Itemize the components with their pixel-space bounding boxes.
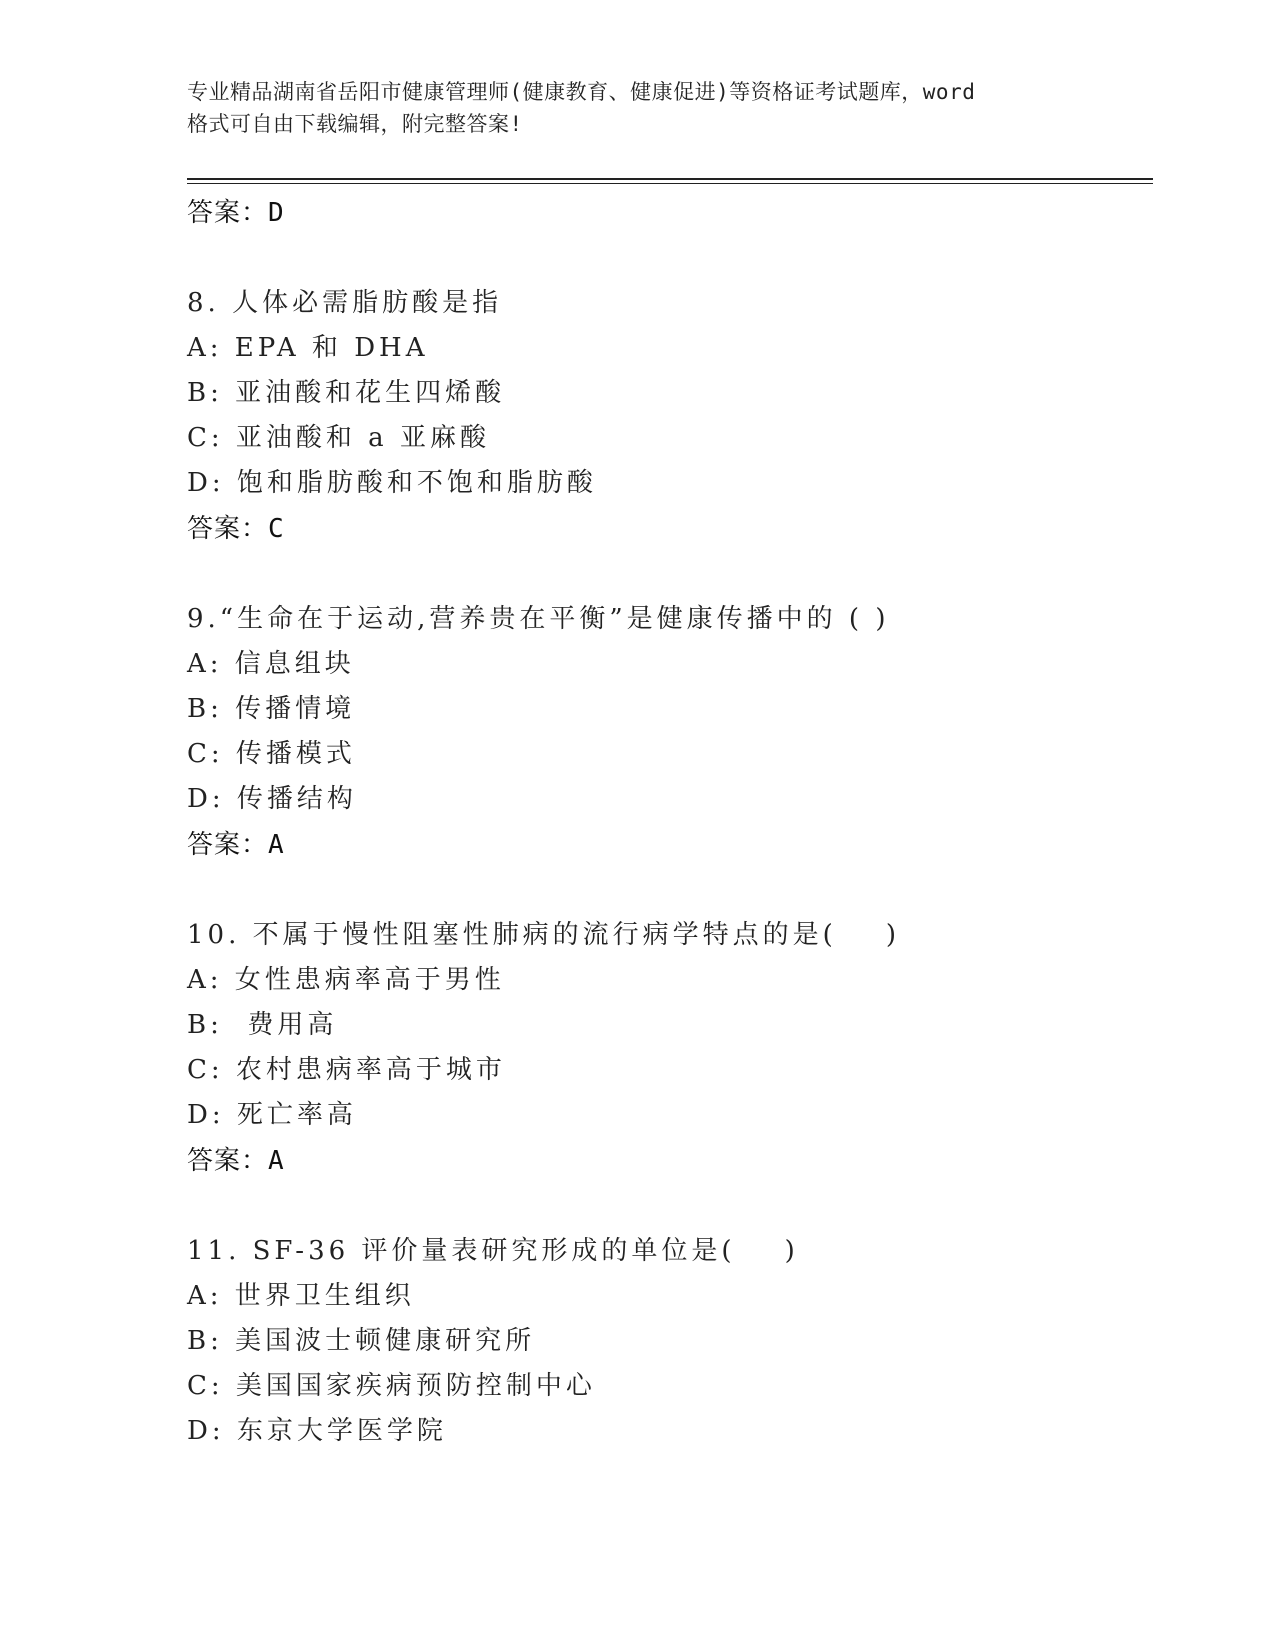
header-line-2: 格式可自由下载编辑，附完整答案! — [187, 112, 523, 136]
question-block — [187, 281, 1147, 552]
option-a: A: 信息组块 — [187, 649, 355, 679]
question-stem: 11. SF-36 评价量表研究形成的单位是( ) — [187, 1236, 799, 1266]
option-c: C: 美国国家疾病预防控制中心 — [187, 1371, 596, 1401]
answer-label: 答案： — [187, 1146, 269, 1176]
answer-line — [187, 1138, 1147, 1184]
option-c: C: 亚油酸和 a 亚麻酸 — [187, 423, 490, 453]
answer-value: C — [268, 514, 285, 544]
question-list — [187, 190, 1147, 1454]
option-b: B: 亚油酸和花生四烯酸 — [187, 378, 506, 408]
answer-value: A — [268, 1146, 285, 1176]
header-rule — [187, 178, 1153, 180]
answer-label: 答案： — [187, 830, 269, 860]
option-c: C: 传播模式 — [187, 739, 356, 769]
option-a: A: 女性患病率高于男性 — [187, 965, 505, 995]
answer-line — [187, 822, 1147, 868]
option-d: D: 饱和脂肪酸和不饱和脂肪酸 — [187, 468, 597, 498]
spacer — [187, 868, 1147, 913]
answer-label: 答案： — [187, 514, 269, 544]
answer-line — [187, 190, 1147, 236]
option-d: D: 死亡率高 — [187, 1100, 357, 1130]
answer-value: D — [268, 198, 285, 228]
answer-line — [187, 506, 1147, 552]
question-stem: 9.“生命在于运动,营养贵在平衡”是健康传播中的 ( ) — [187, 604, 890, 634]
page-header — [187, 76, 1087, 140]
question-block — [187, 597, 1147, 868]
option-a: A: EPA 和 DHA — [187, 333, 429, 363]
spacer — [187, 552, 1147, 597]
question-block — [187, 1229, 1147, 1454]
option-d: D: 传播结构 — [187, 784, 357, 814]
spacer — [187, 1184, 1147, 1229]
question-block — [187, 913, 1147, 1184]
header-rule-thin — [187, 183, 1153, 184]
question-stem: 10. 不属于慢性阻塞性肺病的流行病学特点的是( ) — [187, 920, 900, 950]
option-b: B: 传播情境 — [187, 694, 356, 724]
option-d: D: 东京大学医学院 — [187, 1416, 447, 1446]
answer-value: A — [268, 830, 285, 860]
answer-label: 答案： — [187, 198, 269, 228]
option-a: A: 世界卫生组织 — [187, 1281, 415, 1311]
option-c: C: 农村患病率高于城市 — [187, 1055, 506, 1085]
question-stem: 8. 人体必需脂肪酸是指 — [187, 288, 503, 318]
option-b: B: 美国波士顿健康研究所 — [187, 1326, 536, 1356]
spacer — [187, 236, 1147, 281]
header-line-1: 专业精品湖南省岳阳市健康管理师(健康教育、健康促进)等资格证考试题库，word — [187, 80, 976, 104]
option-b: B: 费用高 — [187, 1010, 338, 1040]
